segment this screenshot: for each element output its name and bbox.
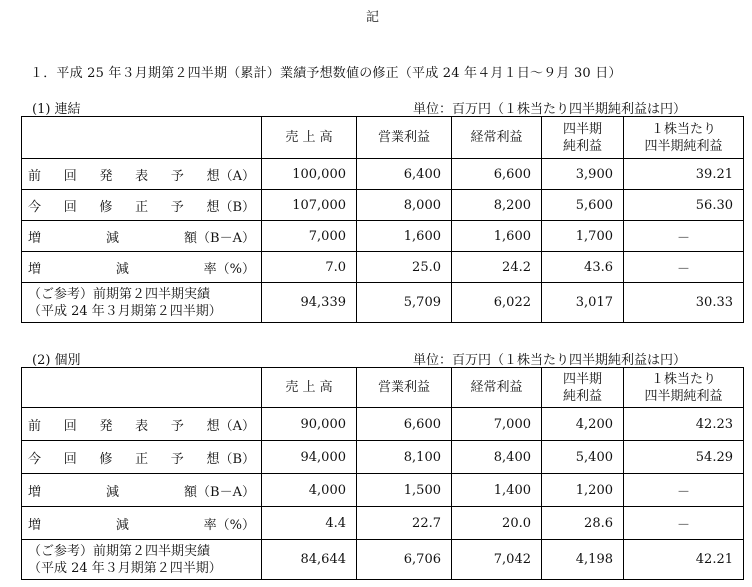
row-label: 増 減 率（%） <box>22 252 262 283</box>
table-row <box>22 474 744 507</box>
cell: 4,000 <box>262 474 357 507</box>
cell: 107,000 <box>262 190 357 221</box>
table-row <box>22 252 744 283</box>
cell: 3,900 <box>542 159 624 190</box>
cell: 8,000 <box>357 190 452 221</box>
cell: 54.29 <box>624 441 744 474</box>
cell: 1,500 <box>357 474 452 507</box>
cell: 42.23 <box>624 408 744 441</box>
cell: 1,400 <box>452 474 542 507</box>
cell: 6,600 <box>357 408 452 441</box>
table-row <box>22 283 744 323</box>
consolidated-forecast-table <box>21 116 744 323</box>
cell: 28.6 <box>542 507 624 540</box>
table2-title: (2) 個別 <box>32 353 81 368</box>
header-eps-l1: １株当たり <box>650 371 716 387</box>
table1-title: (1) 連結 <box>32 102 81 117</box>
cell: 7,000 <box>452 408 542 441</box>
cell: 4,200 <box>542 408 624 441</box>
cell: 24.2 <box>452 252 542 283</box>
cell: 20.0 <box>452 507 542 540</box>
table-row <box>22 408 744 441</box>
cell: 22.7 <box>357 507 452 540</box>
cell: 5,600 <box>542 190 624 221</box>
row-label: 前 回 発 表 予 想（A） <box>22 408 262 441</box>
row-label: （ご参考）前期第２四半期実績 （平成 24 年３月期第２四半期） <box>22 283 262 323</box>
cell: 56.30 <box>624 190 744 221</box>
table-row <box>22 507 744 540</box>
cell: 3,017 <box>542 283 624 323</box>
header-eps-l2: 四半期純利益 <box>644 138 723 154</box>
table1-unit: 単位：百万円（１株当たり四半期純利益は円） <box>413 102 687 117</box>
table-row <box>22 540 744 580</box>
table-row <box>22 441 744 474</box>
row-label: （ご参考）前期第２四半期実績 （平成 24 年３月期第２四半期） <box>22 540 262 580</box>
cell: 5,400 <box>542 441 624 474</box>
cell: 94,339 <box>262 283 357 323</box>
row-label: 前 回 発 表 予 想（A） <box>22 159 262 190</box>
header-operating-income: 営業利益 <box>357 117 452 159</box>
header-net-income-l2: 純利益 <box>562 388 602 404</box>
header-eps <box>624 368 744 408</box>
cell: 6,022 <box>452 283 542 323</box>
header-blank <box>22 117 262 159</box>
header-ordinary-income: 経常利益 <box>452 368 542 408</box>
cell: 100,000 <box>262 159 357 190</box>
header-blank <box>22 368 262 408</box>
header-net-income <box>542 368 624 408</box>
cell: 42.21 <box>624 540 744 580</box>
cell: 8,200 <box>452 190 542 221</box>
cell: － <box>624 474 744 507</box>
cell: 1,600 <box>452 221 542 252</box>
header-sales: 売 上 高 <box>262 117 357 159</box>
cell: 4.4 <box>262 507 357 540</box>
non-consolidated-forecast-table <box>21 367 744 580</box>
cell: － <box>624 221 744 252</box>
cell: 8,400 <box>452 441 542 474</box>
cell: 7,042 <box>452 540 542 580</box>
header-sales: 売 上 高 <box>262 368 357 408</box>
cell: 1,600 <box>357 221 452 252</box>
cell: 94,000 <box>262 441 357 474</box>
cell: 4,198 <box>542 540 624 580</box>
header-ordinary-income: 経常利益 <box>452 117 542 159</box>
table-row <box>22 159 744 190</box>
cell: 5,709 <box>357 283 452 323</box>
table2-unit: 単位：百万円（１株当たり四半期純利益は円） <box>413 353 687 368</box>
cell: 6,400 <box>357 159 452 190</box>
header-eps-l1: １株当たり <box>650 121 716 137</box>
cell: 8,100 <box>357 441 452 474</box>
cell: 90,000 <box>262 408 357 441</box>
cell: 25.0 <box>357 252 452 283</box>
cell: － <box>624 507 744 540</box>
header-net-income-l2: 純利益 <box>562 138 602 154</box>
cell: 7,000 <box>262 221 357 252</box>
header-net-income-l1: 四半期 <box>562 371 602 387</box>
row-label: 増 減 額（B－A） <box>22 474 262 507</box>
cell: 43.6 <box>542 252 624 283</box>
table-row <box>22 221 744 252</box>
header-net-income-l1: 四半期 <box>562 121 602 137</box>
header-net-income <box>542 117 624 159</box>
cell: 1,700 <box>542 221 624 252</box>
row-label: 増 減 率（%） <box>22 507 262 540</box>
row-label: 今 回 修 正 予 想（B） <box>22 190 262 221</box>
cell: 39.21 <box>624 159 744 190</box>
section-title: １．平成 25 年３月期第２四半期（累計）業績予想数値の修正（平成 24 年４月１日～９月 30 日） <box>30 66 622 81</box>
cell: 7.0 <box>262 252 357 283</box>
cell: － <box>624 252 744 283</box>
table-header-row <box>22 117 744 159</box>
cell: 6,600 <box>452 159 542 190</box>
table-header-row <box>22 368 744 408</box>
cell: 84,644 <box>262 540 357 580</box>
header-eps-l2: 四半期純利益 <box>644 388 723 404</box>
cell: 6,706 <box>357 540 452 580</box>
cell: 1,200 <box>542 474 624 507</box>
cell: 30.33 <box>624 283 744 323</box>
header-eps <box>624 117 744 159</box>
page-heading: 記 <box>366 10 380 25</box>
table-row <box>22 190 744 221</box>
row-label: 増 減 額（B－A） <box>22 221 262 252</box>
row-label: 今 回 修 正 予 想（B） <box>22 441 262 474</box>
header-operating-income: 営業利益 <box>357 368 452 408</box>
